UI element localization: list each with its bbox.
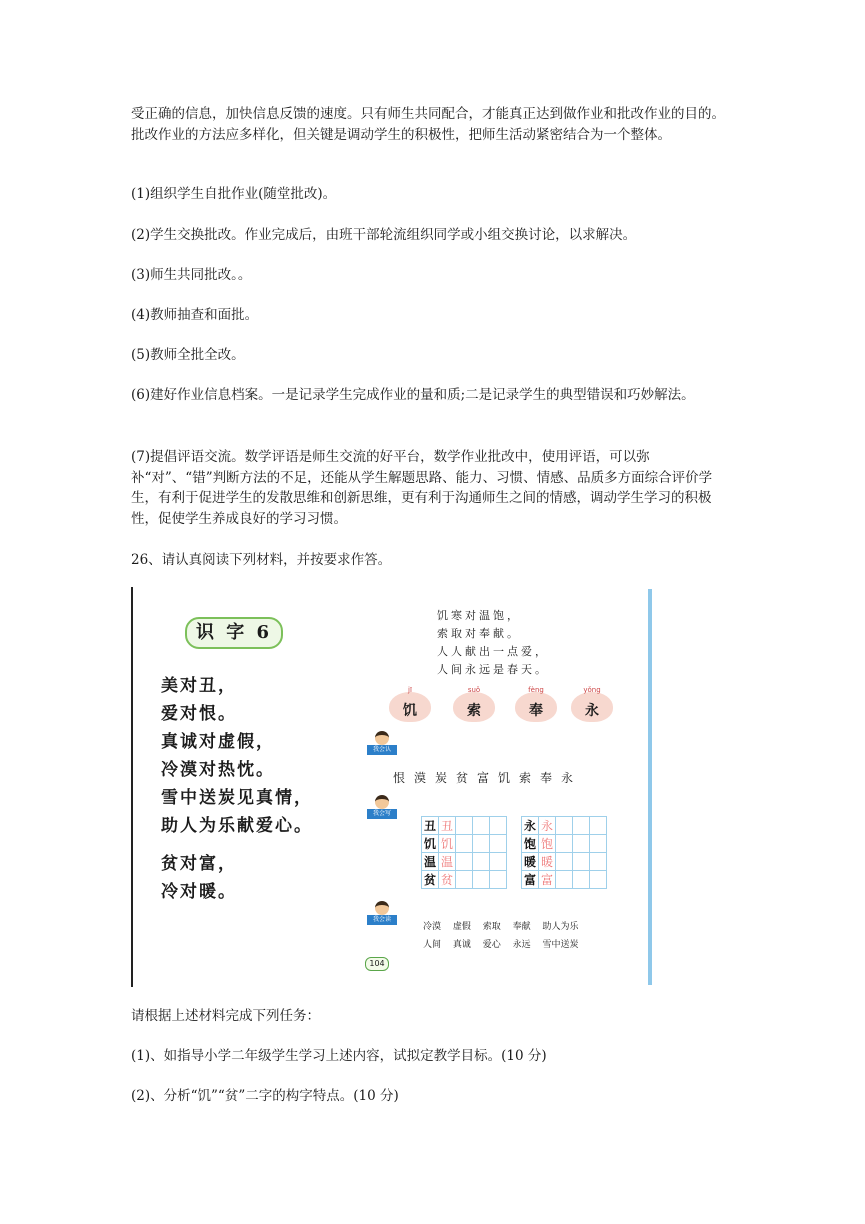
question-26: 26、请认真阅读下列材料，并按要求作答。 <box>131 552 392 568</box>
grid-char: 饥 <box>422 835 439 853</box>
task-2: (2)、分析“饥”“贫”二字的构字特点。(10 分) <box>131 1088 399 1104</box>
recognize-badge-icon <box>367 731 397 757</box>
recognize-chars: 恨漠炭贫富饥索奉永 <box>393 771 583 785</box>
right-border <box>648 589 652 985</box>
pinyin-label: suǒ <box>467 686 481 694</box>
card-char: 奉 <box>529 703 543 719</box>
paragraph-intro: 受正确的信息，加快信息反馈的速度。只有师生共同配合，才能真正达到做作业和批改作业的目的。批改作业的方法应多样化，但关键是调动学生的积极性，把师生活动紧密结合为一个整体。 <box>131 106 725 143</box>
list-item-5: (5)教师全批全改。 <box>131 347 245 363</box>
card-char: 永 <box>585 703 599 719</box>
grid-char: 温 <box>422 853 439 871</box>
poem-line: 真诚对虚假， <box>161 732 275 752</box>
poem-line: 助人为乐献爱心。 <box>161 816 313 836</box>
read-badge-icon <box>367 901 397 927</box>
grid-char: 贫 <box>422 871 439 889</box>
left-border <box>131 587 133 987</box>
grid-trace: 暖 <box>539 853 556 871</box>
list-item-7: (7)提倡评语交流。数学评语是师生交流的好平台，数学作业批改中，使用评语，可以弥补“对”、“错”判断方法的不足，还能从学生解题思路、能力、习惯、情感、品质多方面综合评价学生，有利于促进学生的发散思维和创新思维，更有利于沟通师生之间的情感，调动学生学习的积极性，促使学生养成良好的学习习惯。 <box>131 449 713 527</box>
char-card <box>389 686 431 720</box>
grid-char: 暖 <box>522 853 539 871</box>
char-card <box>453 686 495 720</box>
badge-label: 我会认 <box>367 745 397 755</box>
lesson-title: 识 字 6 <box>185 617 283 649</box>
verse-line: 人人献出一点爱， <box>437 645 549 658</box>
list-item-3: (3)师生共同批改。。 <box>131 267 252 283</box>
grid-trace: 贫 <box>439 871 456 889</box>
grid-trace: 饥 <box>439 835 456 853</box>
poem-line: 冷漠对热忱。 <box>161 760 275 780</box>
verse-line: 索取对奉献。 <box>437 627 521 640</box>
write-badge-icon <box>367 795 397 821</box>
grid-trace: 永 <box>539 817 556 835</box>
pinyin-label: fèng <box>528 686 544 694</box>
poem-line: 爱对恨。 <box>161 704 237 724</box>
grid-trace: 温 <box>439 853 456 871</box>
verse-line: 饥寒对温饱， <box>437 609 521 622</box>
page-number-badge: 104 <box>365 957 389 971</box>
grid-trace: 饱 <box>539 835 556 853</box>
badge-label: 我会读 <box>367 915 397 925</box>
grid-char: 永 <box>522 817 539 835</box>
char-card <box>515 686 557 720</box>
task-1: (1)、如指导小学二年级学生学习上述内容，试拟定教学目标。(10 分) <box>131 1048 547 1064</box>
grid-trace: 富 <box>539 871 556 889</box>
read-words-row: 冷漠 虚假 索取 奉献 助人为乐 <box>423 922 579 932</box>
textbook-figure <box>131 587 653 987</box>
verse-line: 人间永远是春天。 <box>437 663 549 676</box>
task-intro: 请根据上述材料完成下列任务： <box>131 1008 320 1024</box>
pinyin-label: yǒng <box>583 686 601 694</box>
writing-grid <box>421 816 607 889</box>
poem-line: 冷对暖。 <box>161 882 237 902</box>
poem-line: 雪中送炭见真情， <box>161 788 313 808</box>
grid-trace: 丑 <box>439 817 456 835</box>
pinyin-label: jī <box>408 686 412 694</box>
char-card <box>571 686 613 720</box>
list-item-6: (6)建好作业信息档案。一是记录学生完成作业的量和质;二是记录学生的典型错误和巧妙解法。 <box>131 387 695 403</box>
poem-line: 美对丑， <box>161 676 237 696</box>
grid-char: 丑 <box>422 817 439 835</box>
grid-char: 富 <box>522 871 539 889</box>
list-item-4: (4)教师抽查和面批。 <box>131 307 259 323</box>
badge-label: 我会写 <box>367 809 397 819</box>
list-item-2: (2)学生交换批改。作业完成后，由班干部轮流组织同学或小组交换讨论，以求解决。 <box>131 227 637 243</box>
card-char: 索 <box>467 703 481 719</box>
card-char: 饥 <box>403 703 417 719</box>
list-item-1: (1)组织学生自批作业(随堂批改)。 <box>131 186 337 202</box>
read-words-row: 人间 真诚 爱心 永远 雪中送炭 <box>423 940 579 950</box>
poem-line: 贫对富， <box>161 854 237 874</box>
grid-char: 饱 <box>522 835 539 853</box>
